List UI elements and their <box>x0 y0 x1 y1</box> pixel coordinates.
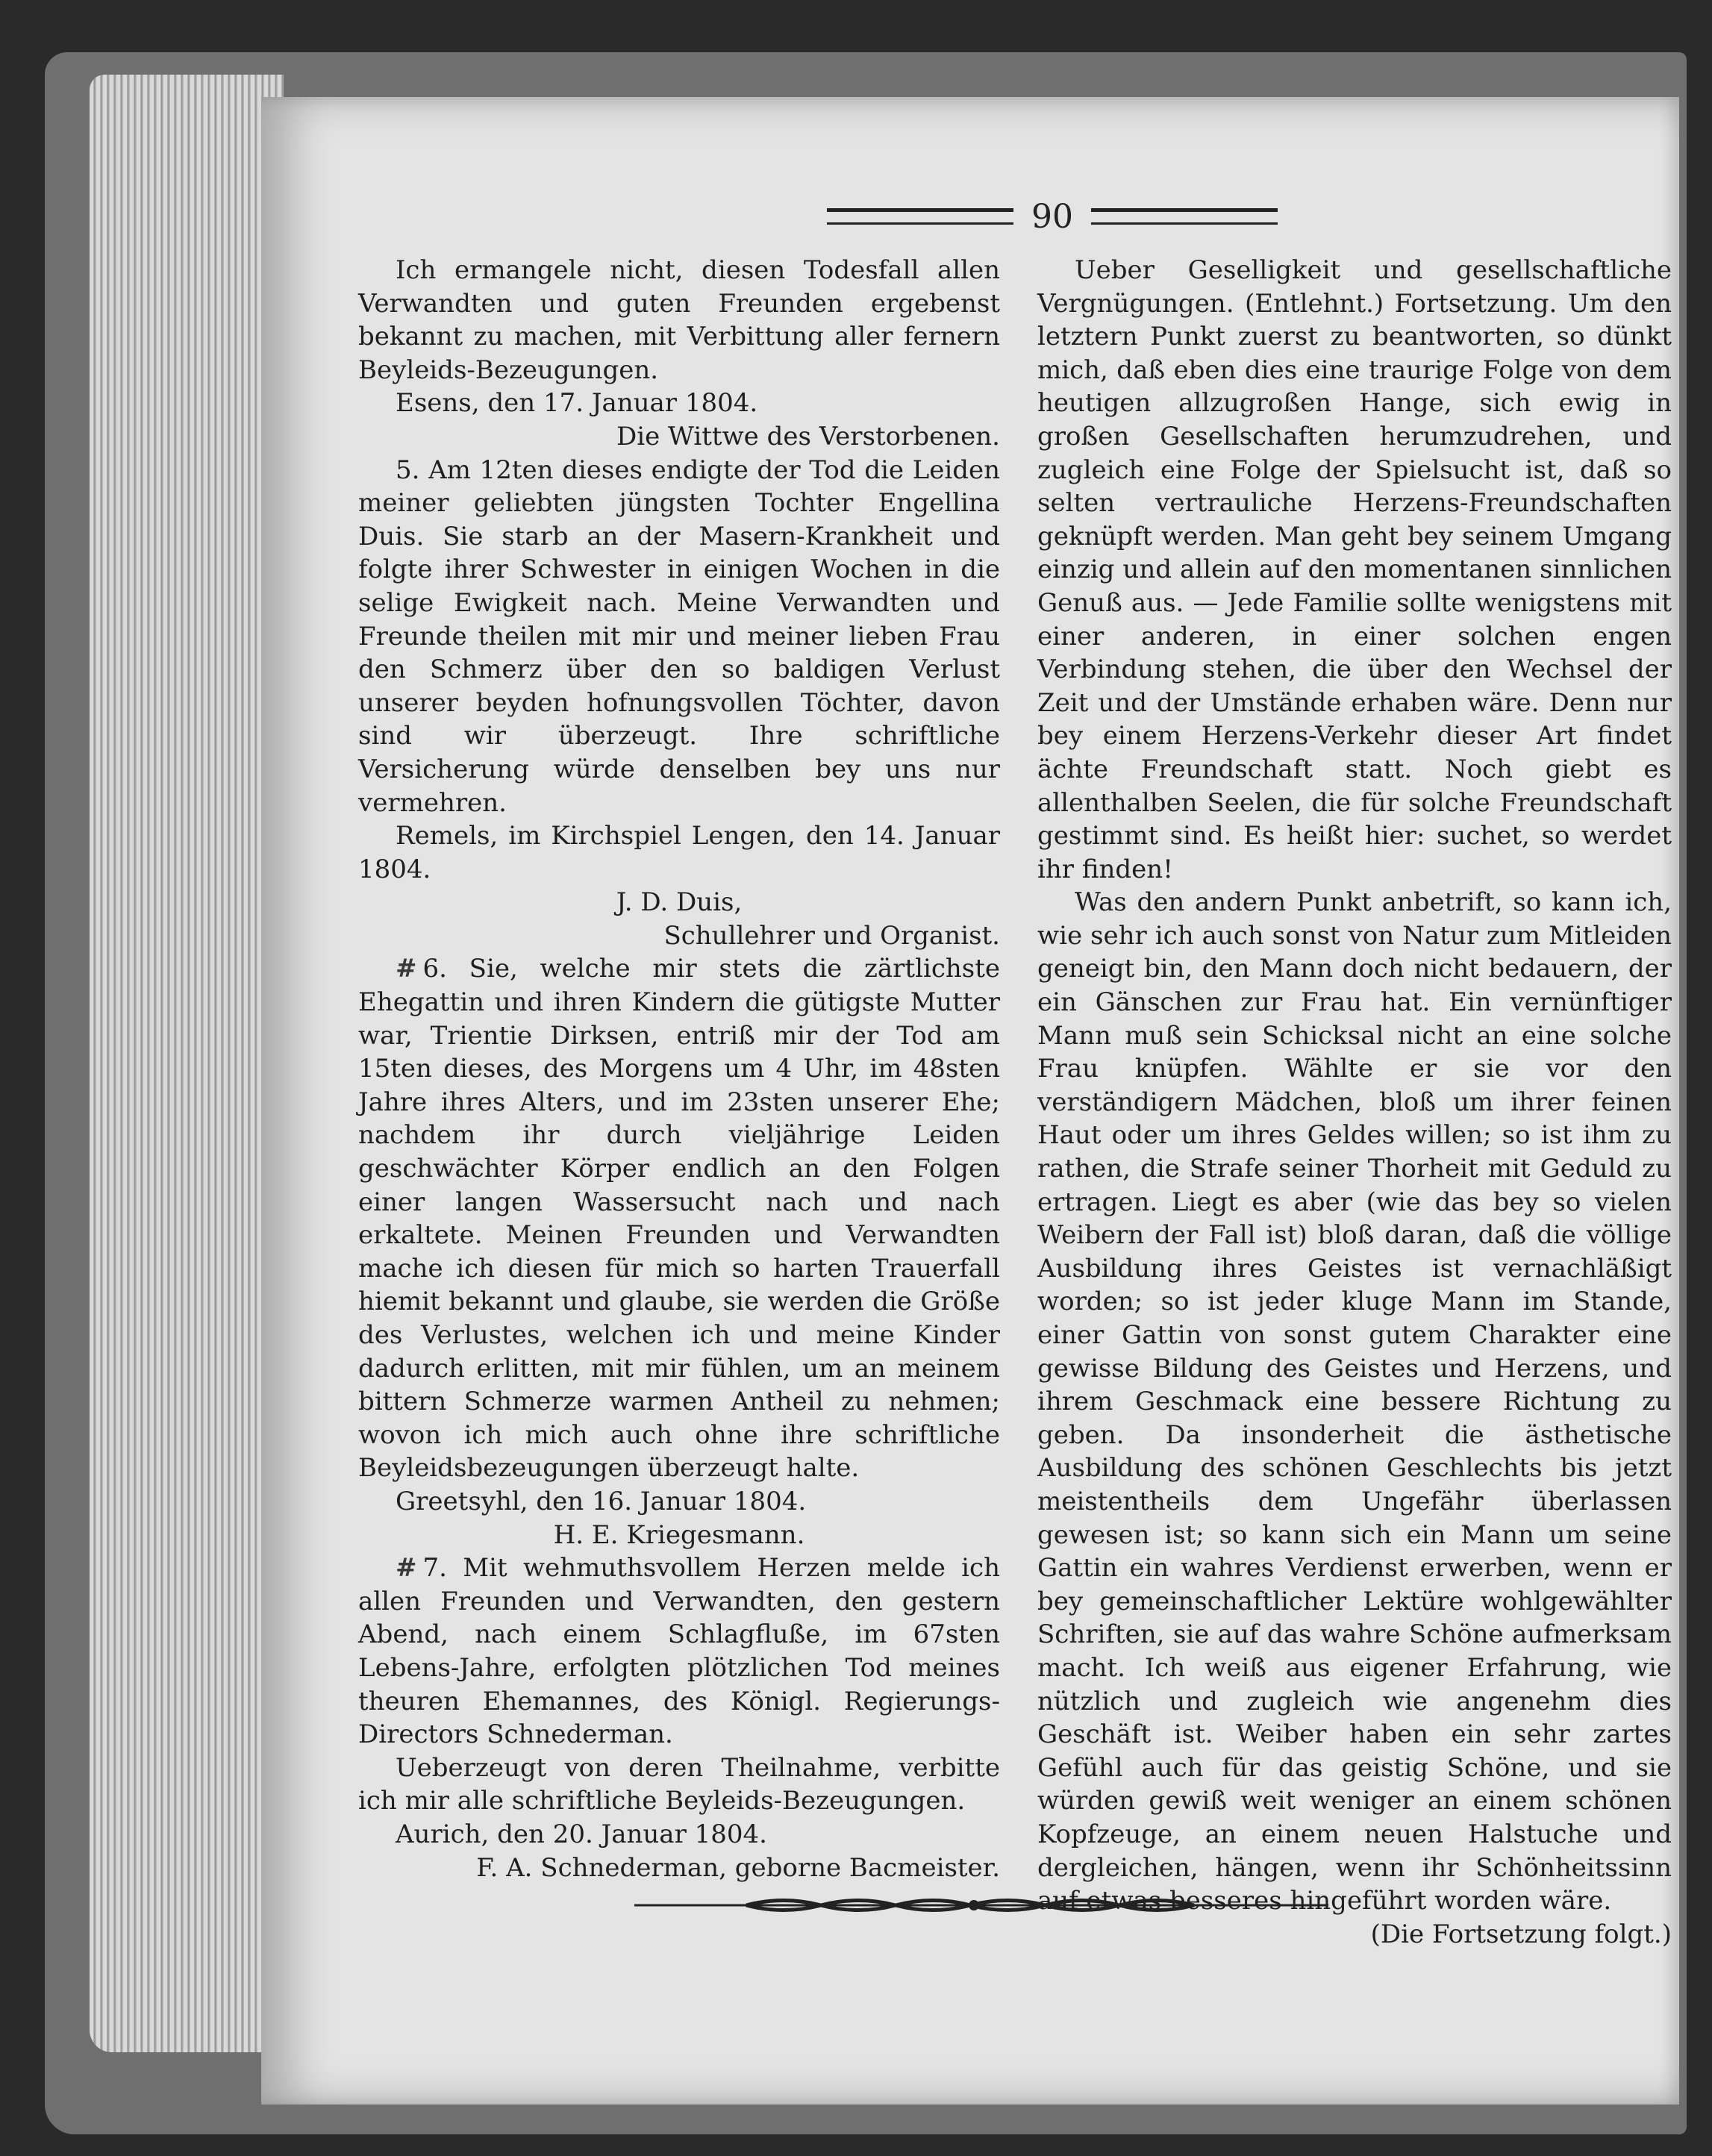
right-paragraph-text: Was den andern Punkt anbetrift, so kann ich, wie sehr ich auch sonst von Natur zum Mitleiden geneigt bin, den Mann doch nicht bedauern, der ein Gänschen zur Frau hat. Ein vernünftiger Mann muß sein Schicksal nicht an eine solche Frau knüpfen. Wählte er sie vor den verständigern Mädchen, bloß um ihrer feinen Haut oder um ihres Geldes willen; so ist ihm zu rathen, die Strafe seiner Thorheit mit Geduld zu ertragen. Liegt es aber (wie das bey so vielen Weibern der Fall ist) bloß daran, daß die völlige Ausbildung ihres Geistes ist vernachläßigt worden; so ist jeder kluge Mann im Stande, einer Gattin von sonst gutem Charakter eine gewisse Bildung des Geistes und Herzens, und ihrem Geschmack eine bessere Richtung zu geben. Da insonderheit die ästhetische Ausbildung des schönen Geschlechts bis jetzt meistentheils dem Ungefähr überlassen gewesen ist; so kann sich ein Mann um seine Gattin ein wahres Verdienst erwerben, wenn er bey gemeinschaftlicher Lektüre wohlgewählter Schriften, sie auf das wahre Schöne aufmerksam macht. Ich weiß aus eigener Erfahrung, wie nützlich und zugleich wie angenehm dies Geschäft ist. Weiber haben ein sehr zartes Gefühl auch für das geistig Schöne, und sie würden gewiß weit weniger an einem schönen Kopfzeuge, an einem neuen Halstuche und dergleichen, hängen, wenn ihr Schönheitssinn auf etwas besseres hingeführt worden wäre. <box>1037 887 1672 1916</box>
left-paragraph-text: Esens, den 17. Januar 1804. <box>396 388 758 419</box>
left-paragraph <box>358 886 1000 919</box>
left-paragraph <box>358 387 1000 420</box>
right-paragraph-text: Ueber Geselligkeit und gesellschaftliche Vergnügungen. (Entlehnt.) Fortsetzung. Um den letztern Punkt zuerst zu beantworten, so dünkt mich, daß eben dies eine traurige Folge von dem heutigen allzugroßen Hange, sich ewig in großen Gesellschaften herumzudrehen, und zugleich eine Folge der Spielsucht ist, daß so selten vertrauliche Herzens-Freundschaften geknüpft werden. Man geht bey seinem Umgang einzig und allein auf den momentanen sinnlichen Genuß aus. — Jede Familie sollte wenigstens mit einer anderen, in einer solchen engen Verbindung stehen, die über den Wechsel der Zeit und der Umstände erhaben wäre. Denn nur bey einem Herzens-Verkehr dieser Art findet ächte Freundschaft statt. Noch giebt es allenthalben Seelen, die für solche Freundschaft gestimmt sind. Es heißt hier: suchet, so werdet ihr finden! <box>1037 255 1672 884</box>
left-paragraph <box>358 254 1000 387</box>
right-paragraph-text: (Die Fortsetzung folgt.) <box>1370 1919 1672 1949</box>
left-column <box>358 254 1000 1884</box>
left-paragraph-text: H. E. Kriegesmann. <box>553 1519 805 1550</box>
left-paragraph <box>358 1485 1000 1519</box>
left-paragraph-text: 7. Mit wehmuthsvollem Herzen melde ich allen Freunden und Verwandten, den gestern Abend, nach einem Schlagfluße, im 67sten Lebens-Jahre, erfolgten plötzlichen Tod meines theuren Ehemannes, des Königl. Regierungs-Directors Schnederman. <box>358 1553 1000 1750</box>
left-paragraph-text: Remels, im Kirchspiel Lengen, den 14. Januar 1804. <box>358 821 1000 884</box>
left-paragraph <box>358 1552 1000 1752</box>
right-paragraph <box>1037 886 1672 1917</box>
header-rule-right <box>1091 208 1278 225</box>
page-header <box>746 194 1358 239</box>
page-number: 90 <box>1031 197 1073 236</box>
left-paragraph <box>358 1818 1000 1852</box>
left-paragraph-text: J. D. Duis, <box>616 887 743 918</box>
left-paragraph-text: Aurich, den 20. Januar 1804. <box>396 1819 767 1849</box>
left-paragraph-text: 5. Am 12ten dieses endigte der Tod die Leiden meiner geliebten jüngsten Tochter Engellina Duis. Sie starb an der Masern-Krankheit und folgte ihrer Schwester in einigen Wochen in die selige Ewigkeit nach. Meine Verwandten und Freunde theilen mit mir und meiner lieben Frau den Schmerz über den so baldigen Verlust unserer beyden hofnungsvollen Töchter, davon sind wir überzeugt. Ihre schriftliche Versicherung würde denselben bey uns nur vermehren. <box>358 454 1000 818</box>
left-paragraph <box>358 819 1000 886</box>
right-paragraph <box>1037 1918 1672 1952</box>
right-paragraph <box>1037 254 1672 886</box>
handwritten-mark-icon: # <box>396 1553 417 1584</box>
right-column <box>1037 254 1672 1951</box>
left-paragraph-text: 6. Sie, welche mir stets die zärtlichste Ehegattin und ihren Kindern die gütigste Mutter war, Trientie Dirksen, entriß mir der Tod am 15ten dieses, des Morgens um 4 Uhr, im 48sten Jahre ihres Alters, und im 23sten unserer Ehe; nachdem ihr durch vieljährige Leiden geschwächter Körper endlich an den Folgen einer langen Wassersucht nach und nach erkaltete. Meinen Freunden und Verwandten mache ich diesen für mich so harten Trauerfall hiemit bekannt und glaube, sie werden die Größe des Verlustes, welchen ich und meine Kinder dadurch erlitten, mit mir fühlen, um an meinem bittern Schmerze warmen Antheil zu nehmen; wovon ich mich auch ohne ihre schriftliche Beyleidsbezeugungen überzeugt halte. <box>358 954 1000 1484</box>
page-edges <box>90 75 284 2052</box>
left-paragraph-text: Ich ermangele nicht, diesen Todesfall allen Verwandten und guten Freunden ergebenst bekannt zu machen, mit Verbittung aller fernern Beyleids-Bezeugungen. <box>358 255 1000 385</box>
left-paragraph-text: Schullehrer und Organist. <box>663 920 1000 951</box>
left-paragraph-text: F. A. Schnederman, geborne Bacmeister. <box>476 1852 1000 1883</box>
ornamental-rule <box>634 1894 1328 1916</box>
left-paragraph <box>358 1519 1000 1552</box>
left-paragraph-text: Die Wittwe des Verstorbenen. <box>616 421 1000 451</box>
left-paragraph <box>358 919 1000 953</box>
left-paragraph <box>358 1752 1000 1818</box>
left-paragraph-text: Ueberzeugt von deren Theilnahme, verbitte ich mir alle schriftliche Beyleids-Bezeugungen. <box>358 1752 1000 1816</box>
header-rule-left <box>827 208 1013 225</box>
left-paragraph <box>358 1852 1000 1885</box>
left-paragraph <box>358 454 1000 820</box>
left-paragraph-text: Greetsyhl, den 16. Januar 1804. <box>396 1486 807 1516</box>
left-paragraph <box>358 420 1000 454</box>
handwritten-mark-icon: # <box>396 954 417 984</box>
left-paragraph <box>358 952 1000 1485</box>
